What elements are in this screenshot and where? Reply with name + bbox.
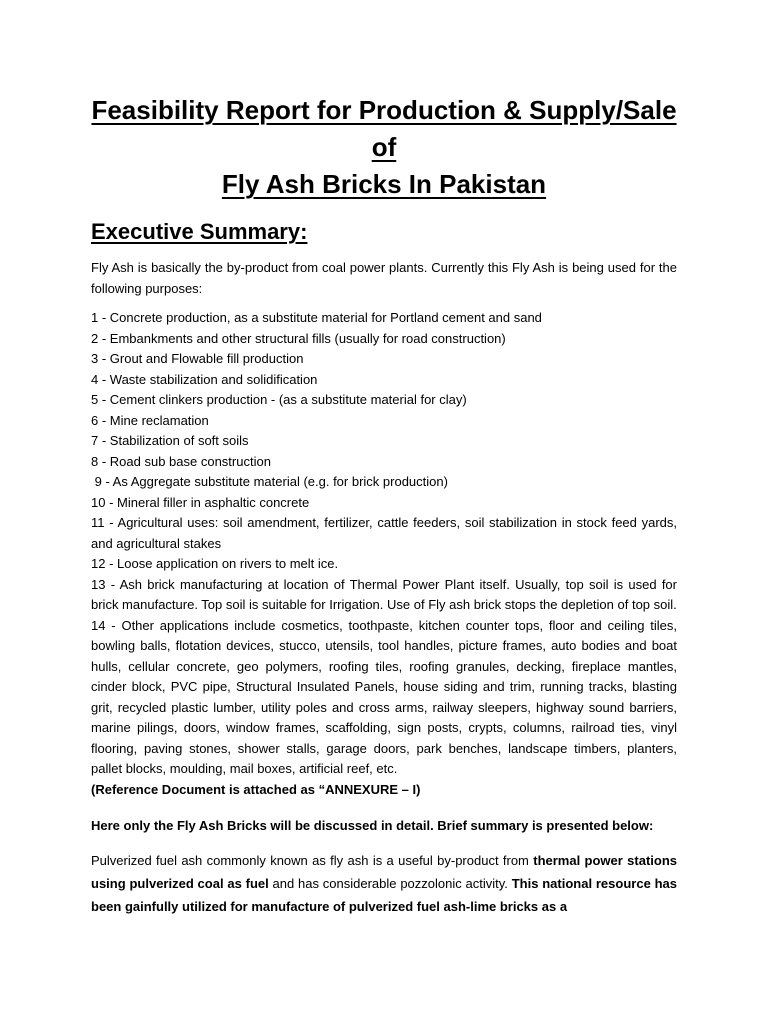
detail-note: Here only the Fly Ash Bricks will be discussed in detail. Brief summary is presented below: [91, 818, 654, 833]
title-line-2: Fly Ash Bricks In Pakistan [221, 169, 547, 199]
uses-list [91, 308, 677, 780]
executive-summary-heading: Executive Summary: [91, 219, 308, 244]
closing-bold-2: This national resource has been gainfully utilized for manufacture of pulverized fuel ash-lime bricks as a [91, 875, 677, 914]
list-item: 3 - Grout and Flowable fill production [91, 351, 304, 366]
closing-paragraph [91, 849, 677, 918]
list-item: 5 - Cement clinkers production - (as a substitute material for clay) [91, 392, 467, 407]
document-title [91, 92, 677, 203]
list-item: 12 - Loose application on rivers to melt ice. [91, 556, 339, 571]
list-item: 14 - Other applications include cosmetics, toothpaste, kitchen counter tops, floor and ceiling tiles, bowling balls, flotation devices, stucco, utensils, tool handles, picture frames, auto bodies and boat hulls, cellular concrete, geo polymers, roofing tiles, roofing granules, decking, fireplace mantles, cinder block, PVC pipe, Structural Insulated Panels, house siding and trim, running tracks, blasting grit, recycled plastic lumber, utility poles and cross arms, railway sleepers, highway sound barriers, marine pilings, doors, window frames, scaffolding, sign posts, crypts, columns, railroad ties, vinyl flooring, paving stones, shower stalls, garage doors, park benches, landscape timbers, planters, pallet blocks, moulding, mail boxes, artificial reef, etc. [91, 617, 677, 776]
intro-paragraph: Fly Ash is basically the by-product from coal power plants. Currently this Fly Ash is being used for the following purposes: [91, 260, 677, 296]
list-item: 8 - Road sub base construction [91, 453, 271, 469]
list-item: 13 - Ash brick manufacturing at location of Thermal Power Plant itself. Usually, top soil is used for brick manufacture. Top soil is suitable for Irrigation. Use of Fly ash brick stops the depletion of top soil. [91, 576, 677, 612]
closing-text-1: Pulverized fuel ash commonly known as fly ash is a useful by-product from [91, 852, 534, 868]
list-item: 10 - Mineral filler in asphaltic concrete [91, 494, 310, 510]
title-line-1: Feasibility Report for Production & Supply/Sale of [91, 95, 677, 162]
list-item: 1 - Concrete production, as a substitute material for Portland cement and sand [91, 310, 542, 325]
closing-text-2: and has considerable pozzolonic activity. [268, 875, 512, 891]
section-heading [91, 218, 677, 246]
reference-note: (Reference Document is attached as “ANNEXURE – I) [91, 781, 421, 797]
list-item: 2 - Embankments and other structural fills (usually for road construction) [91, 330, 506, 346]
list-item: 11 - Agricultural uses: soil amendment, fertilizer, cattle feeders, soil stabilization in stock feed yards, and agricultural stakes [91, 515, 677, 551]
closing-bold-1: thermal power stations using pulverized coal as fuel [91, 852, 677, 891]
list-item: 4 - Waste stabilization and solidification [91, 371, 318, 387]
list-item: 9 - As Aggregate substitute material (e.g. for brick production) [91, 474, 448, 489]
list-item: 6 - Mine reclamation [91, 412, 209, 428]
list-item: 7 - Stabilization of soft soils [91, 433, 249, 448]
